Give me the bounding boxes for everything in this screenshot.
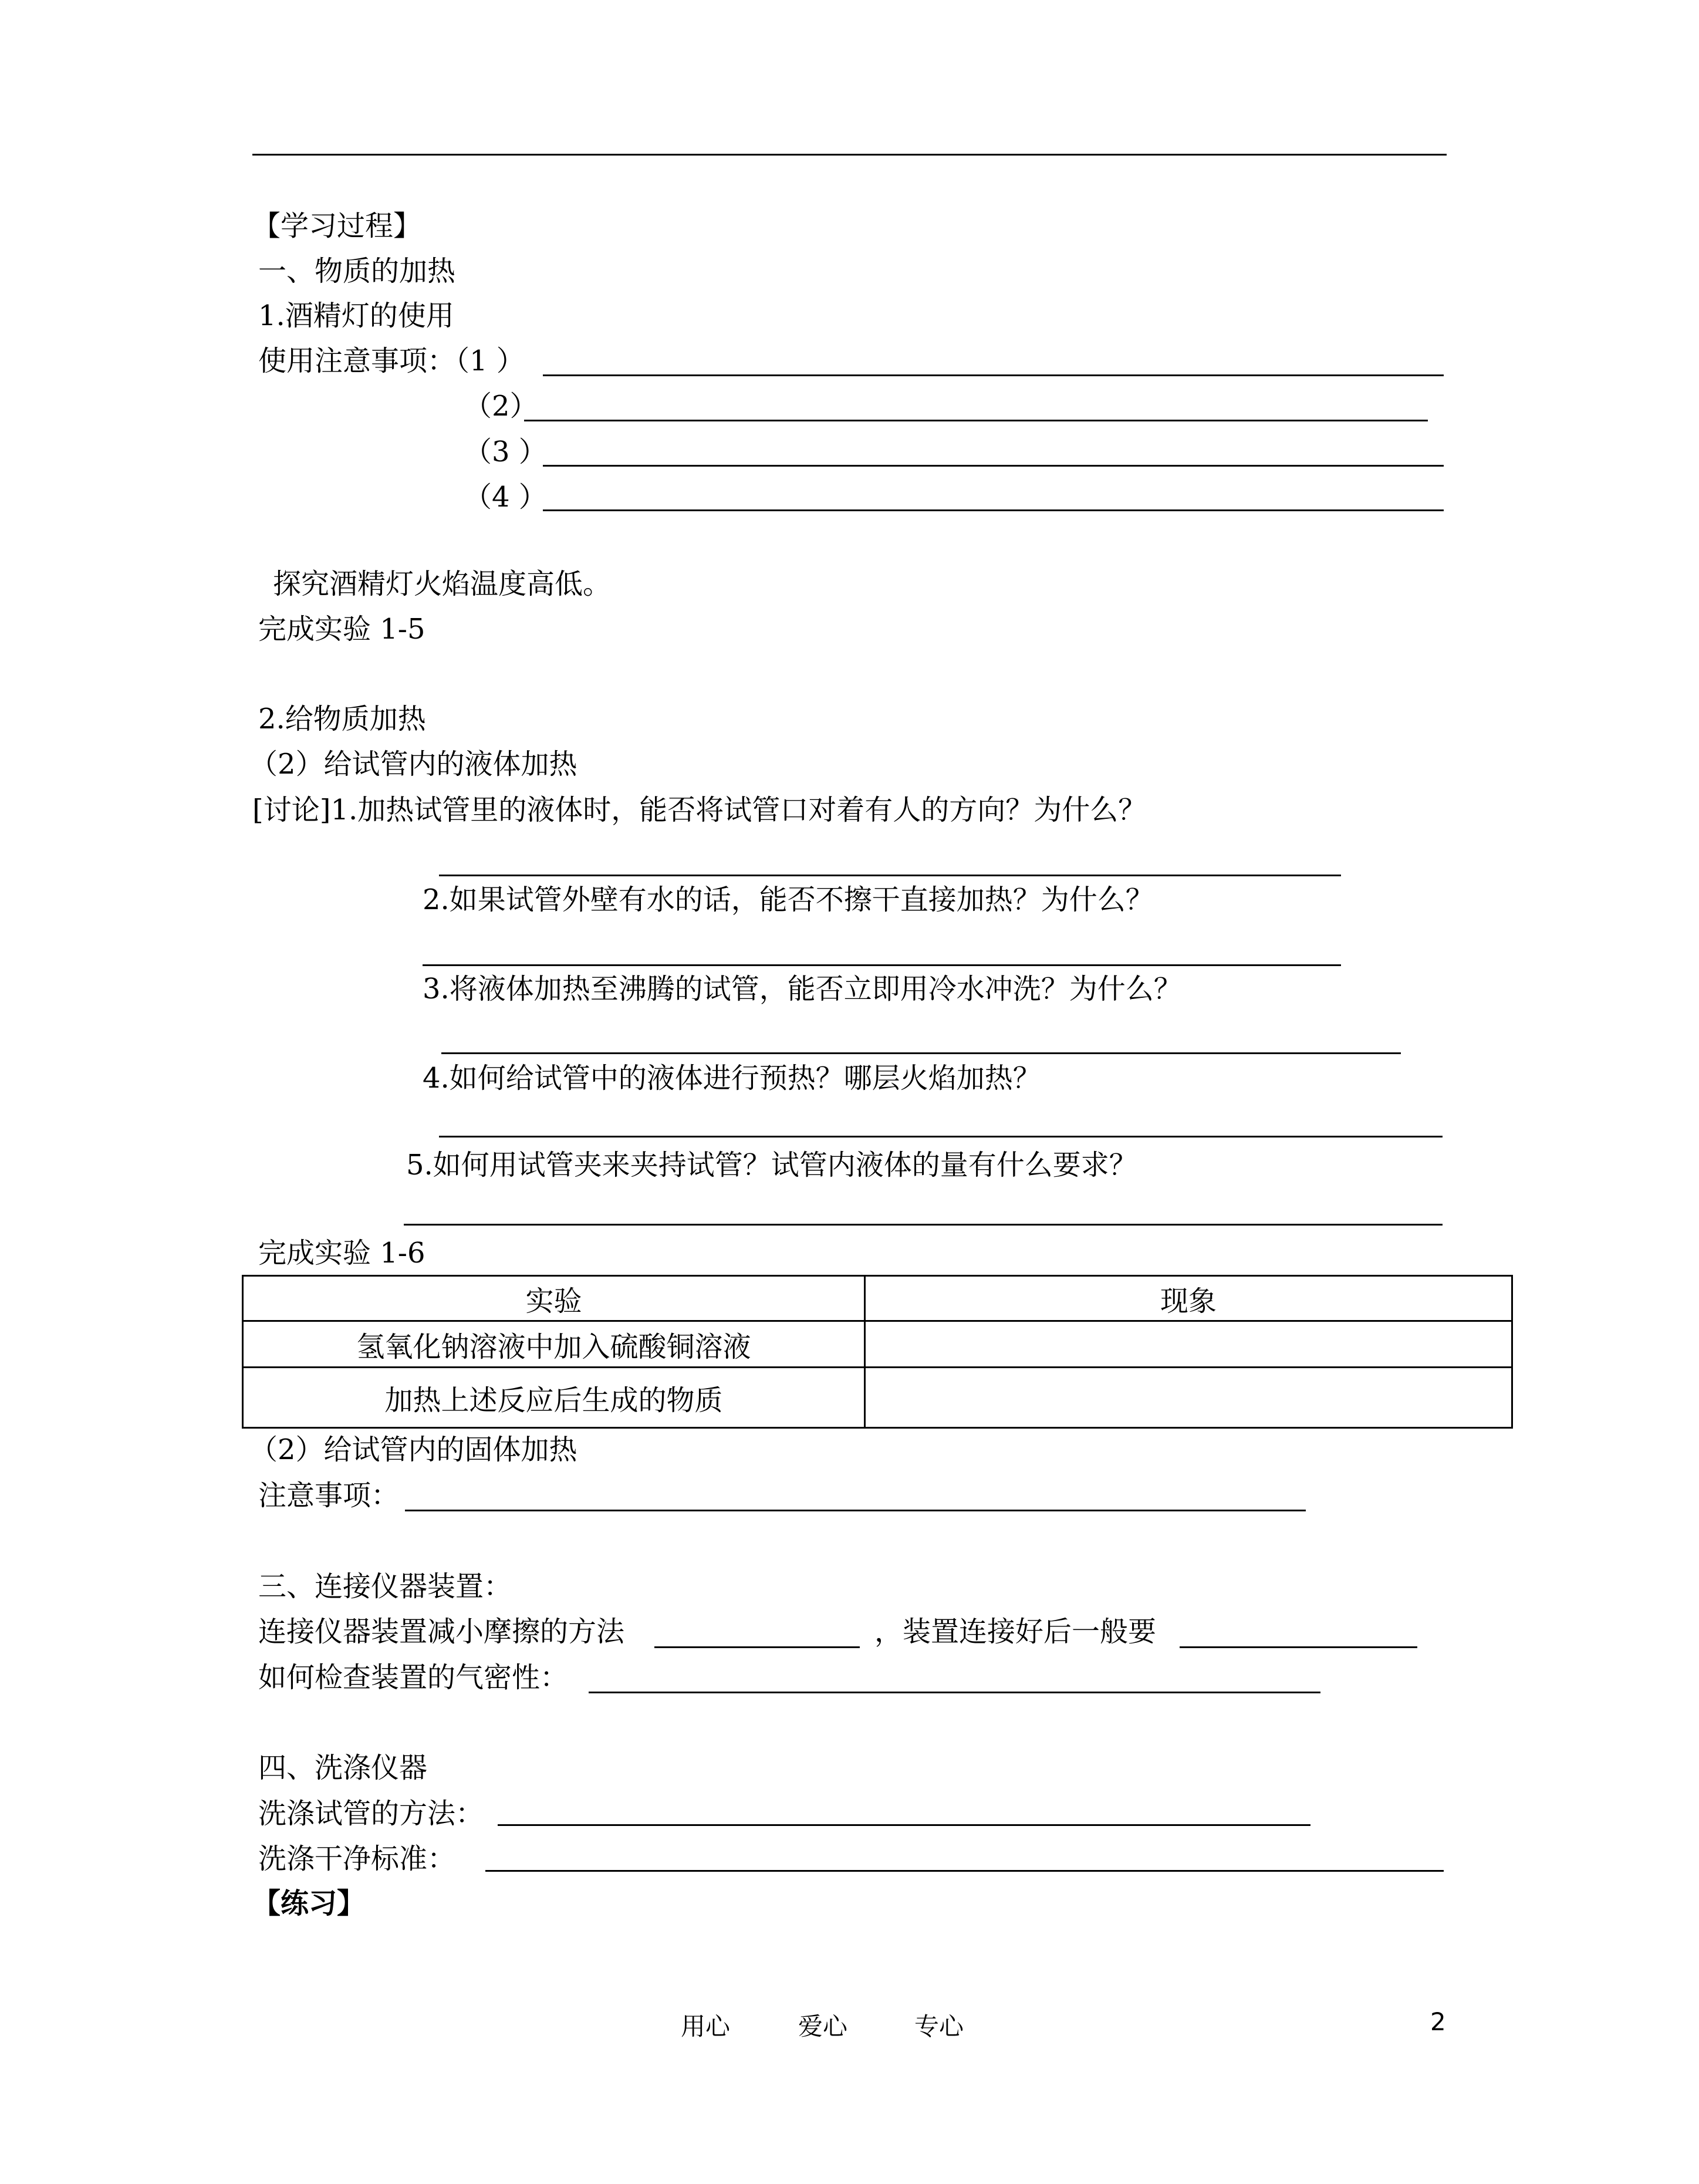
answer-line bbox=[423, 964, 1341, 966]
exp-1-6: 完成实验 1-6 bbox=[258, 1237, 425, 1270]
connect-friction: 连接仪器装置减小摩擦的方法 bbox=[258, 1615, 625, 1648]
flame-explore: 探究酒精灯火焰温度高低。 bbox=[273, 568, 612, 600]
lamp-note-3: （3 ） bbox=[464, 436, 547, 468]
table-cell: 氢氧化钠溶液中加入硫酸铜溶液 bbox=[243, 1321, 865, 1368]
heat-substance-title: 2.给物质加热 bbox=[258, 703, 426, 735]
discuss-q3: 3.将液体加热至沸腾的试管，能否立即用冷水冲洗？为什么？ bbox=[423, 973, 1182, 1005]
lamp-note-2: （2） bbox=[464, 390, 538, 423]
lamp-notes-label: 使用注意事项：（1 ） bbox=[258, 345, 525, 377]
answer-line bbox=[404, 1224, 1443, 1226]
wash-method: 洗涤试管的方法： bbox=[258, 1797, 484, 1830]
practice-title: 【练习】 bbox=[252, 1887, 366, 1920]
answer-line bbox=[439, 1136, 1443, 1137]
footer-motto-2: 爱心 bbox=[798, 2012, 848, 2041]
discuss-q1: [讨论]1.加热试管里的液体时，能否将试管口对着有人的方向？为什么？ bbox=[252, 794, 1147, 826]
solid-notes-label: 注意事项： bbox=[258, 1479, 400, 1512]
answer-line bbox=[441, 1052, 1401, 1054]
answer-line bbox=[439, 875, 1341, 876]
answer-line bbox=[485, 1870, 1444, 1872]
process-title: 【学习过程】 bbox=[252, 210, 422, 242]
liquid-heat-title: （2）给试管内的液体加热 bbox=[249, 748, 577, 781]
table-row bbox=[243, 1368, 1512, 1428]
discuss-q4: 4.如何给试管中的液体进行预热？哪层火焰加热？ bbox=[423, 1062, 1041, 1095]
answer-line bbox=[654, 1646, 860, 1648]
answer-line bbox=[1180, 1646, 1417, 1648]
answer-line bbox=[405, 1510, 1306, 1511]
footer-motto-3: 专心 bbox=[914, 2012, 964, 2041]
airtight-check: 如何检查装置的气密性： bbox=[258, 1661, 569, 1694]
discuss-q5: 5.如何用试管夹来夹持试管？试管内液体的量有什么要求？ bbox=[406, 1149, 1137, 1182]
lamp-title: 1.酒精灯的使用 bbox=[258, 299, 454, 332]
table-header-row bbox=[243, 1276, 1512, 1321]
answer-line bbox=[543, 465, 1444, 467]
table-cell bbox=[865, 1368, 1512, 1428]
page-number: 2 bbox=[1430, 2007, 1446, 2036]
wash-title: 四、洗涤仪器 bbox=[258, 1751, 428, 1784]
answer-line bbox=[498, 1824, 1310, 1826]
answer-line bbox=[543, 374, 1444, 376]
table-cell: 加热上述反应后生成的物质 bbox=[243, 1368, 865, 1428]
connect-after: ，装置连接好后一般要 bbox=[874, 1615, 1157, 1648]
table-row bbox=[243, 1321, 1512, 1368]
table-header: 实验 bbox=[243, 1276, 865, 1321]
exp-1-5: 完成实验 1-5 bbox=[258, 613, 425, 646]
heating-title: 一、物质的加热 bbox=[258, 255, 456, 288]
wash-standard: 洗涤干净标准： bbox=[258, 1842, 456, 1875]
experiment-table bbox=[242, 1275, 1513, 1429]
discuss-q2: 2.如果试管外壁有水的话，能否不擦干直接加热？为什么？ bbox=[423, 883, 1154, 916]
answer-line bbox=[543, 509, 1444, 511]
table-header: 现象 bbox=[865, 1276, 1512, 1321]
header-rule bbox=[252, 154, 1447, 156]
table-cell bbox=[865, 1321, 1512, 1368]
footer-motto-1: 用心 bbox=[681, 2012, 731, 2041]
answer-line bbox=[524, 420, 1428, 421]
solid-heat-title: （2）给试管内的固体加热 bbox=[249, 1433, 577, 1466]
lamp-note-4: （4 ） bbox=[464, 481, 547, 514]
connect-title: 三、连接仪器装置： bbox=[258, 1570, 512, 1603]
answer-line bbox=[589, 1692, 1320, 1693]
